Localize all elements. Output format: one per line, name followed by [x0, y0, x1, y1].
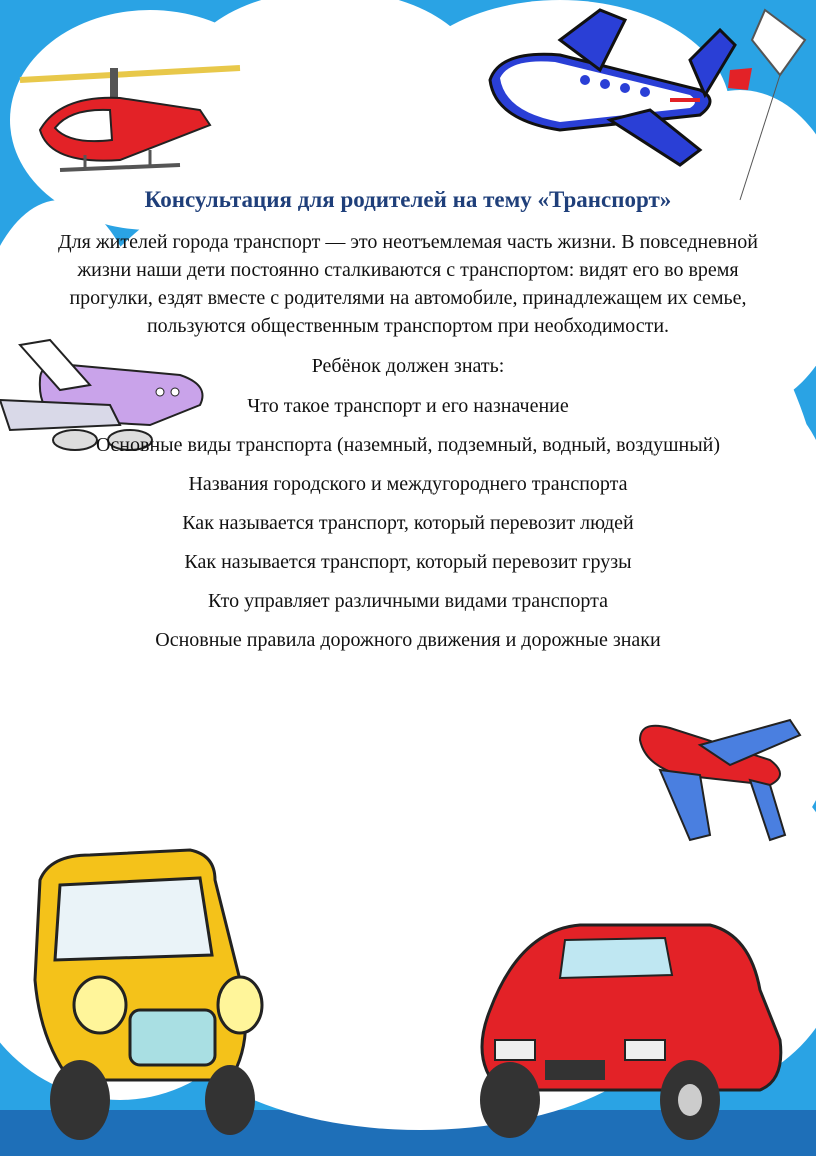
consultation-document [40, 186, 776, 665]
document-title: Консультация для родителей на тему «Транспорт» [144, 187, 672, 212]
intro-paragraph: Для жителей города транспорт — это неотъемлемая часть жизни. В повседневной жизни наши дети постоянно сталкиваются с транспортом: видят его во время прогулки, ездят вместе с родителями на автомобиле, принадлежащем их семье, пользуются общественным транспортом при необходимости. [58, 230, 758, 337]
knowledge-list [40, 392, 776, 654]
list-item: Что такое транспорт и его назначение [247, 394, 569, 417]
list-item: Как называется транспорт, который перевозит грузы [184, 550, 632, 573]
list-item: Кто управляет различными видами транспорта [208, 589, 608, 612]
list-item: Названия городского и междугороднего транспорта [188, 472, 628, 495]
knowledge-lead: Ребёнок должен знать: [311, 354, 505, 377]
list-item: Основные правила дорожного движения и дорожные знаки [155, 628, 661, 651]
list-item: Как называется транспорт, который перевозит людей [182, 511, 634, 534]
list-item: Основные виды транспорта (наземный, подземный, водный, воздушный) [95, 433, 720, 456]
